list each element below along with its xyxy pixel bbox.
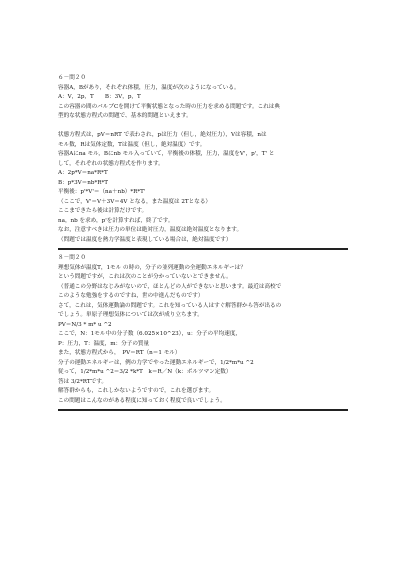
text-line: 容器Aにna モル，Bにnb モル入っていて，平衡後の体積，圧力，温度をV'，p'，T' と [58,151,275,157]
section-divider [58,409,348,411]
equation-line: B：p*3V＝nb*R*T [58,179,108,186]
text-line: 答は 3/2*RTです。 [58,378,107,385]
text-line: して，それぞれの状態方程式を作ります。 [58,160,164,167]
text-line: なお，注意すべきは圧力の単位は絶対圧力，温度は絶対温度となります。 [58,227,243,233]
paragraph-gap [58,122,348,132]
text-line: （ここで，V'＝V＋3V＝4V となる，また温度は 2Tとなる） [58,198,212,205]
text-line: （問題では温度を熱力学温度と表現している場合は，絶対温度です） [58,236,232,243]
text-line: でしょう。単原子理想気体については次が成り立ちます。 [58,312,203,318]
equation-line: PV＝N/3 * m* u ^2 [58,321,112,328]
equation-line: A：2p*V＝na*R*T [58,170,108,176]
equation-line: 平衡後：p'*V'＝（na＋nb）*R*T' [58,189,146,195]
text-line: 型的な状態方程式の問題で、基本的問題といえます。 [58,113,192,119]
text-line: （普通この分野はなじみがないので，ほとんどの人ができないと思います。最近は高校で [58,283,282,290]
text-line: モル数，Rは気体定数，Tは温度（但し，絶対温度）です。 [58,141,206,148]
text-line: また，状態方程式から， PV＝RT（n＝1 モル） [58,350,181,356]
equation-line: 従って，1/2*m*u ^2＝3/2 *k*T k＝R／N（k：ボルツマン定数） [58,369,232,375]
text-line: この問題はこんなのがある程度に知っておく程度で良いでしょう。 [58,397,226,404]
section-divider [58,248,348,250]
text-line: さて，これは，気体運動論の問題です。これを知っている人はすぐ解答群から答が出るの [58,302,282,309]
text-line: A：V，2p，T B：3V，p，T [58,94,141,100]
text-line: 分子の運動エネルギーは，例の力学でやった運動エネルギーで，1/2*m*u ^2 [58,359,254,366]
document-body [58,74,348,415]
section-heading: ８－問２０ [58,255,86,261]
text-line: 理想気体が温度T，1モル の時の，分子の並列運動の全運動エネルギーは？ [58,264,246,271]
text-line: P：圧力，T：温度，m：分子の質量 [58,340,150,347]
text-line: 解答群からも，これしかないようですので，これを選びます。 [58,388,215,394]
text-line: という問題ですが，これは次のことが分かっていないとできません。 [58,274,232,280]
section-heading: ６－問２０ [58,75,86,81]
text-line: 状態方程式は，pV＝nRT で表わされ，pは圧力（但し，絶対圧力），Vは容積，nは [58,132,267,138]
text-line: このような勉強をするのですね，世の中進んだものです） [58,293,204,299]
text-line: この容器の間のバルブCを開けて平衡状態となった時の圧力を求める問題です。これは典 [58,103,280,110]
text-line: ここで，N：1モル中の分子数（6.025×10^23），u：分子の平均速度， [58,331,242,337]
text-line: 容器A，Bがあり，それぞれ体積，圧力，温度が次のようになっている。 [58,84,240,91]
text-line: na，nb を求め，p'を計算すれば，終了です。 [58,217,174,224]
text-line: ここまできたら後は計算だけです。 [58,208,148,214]
